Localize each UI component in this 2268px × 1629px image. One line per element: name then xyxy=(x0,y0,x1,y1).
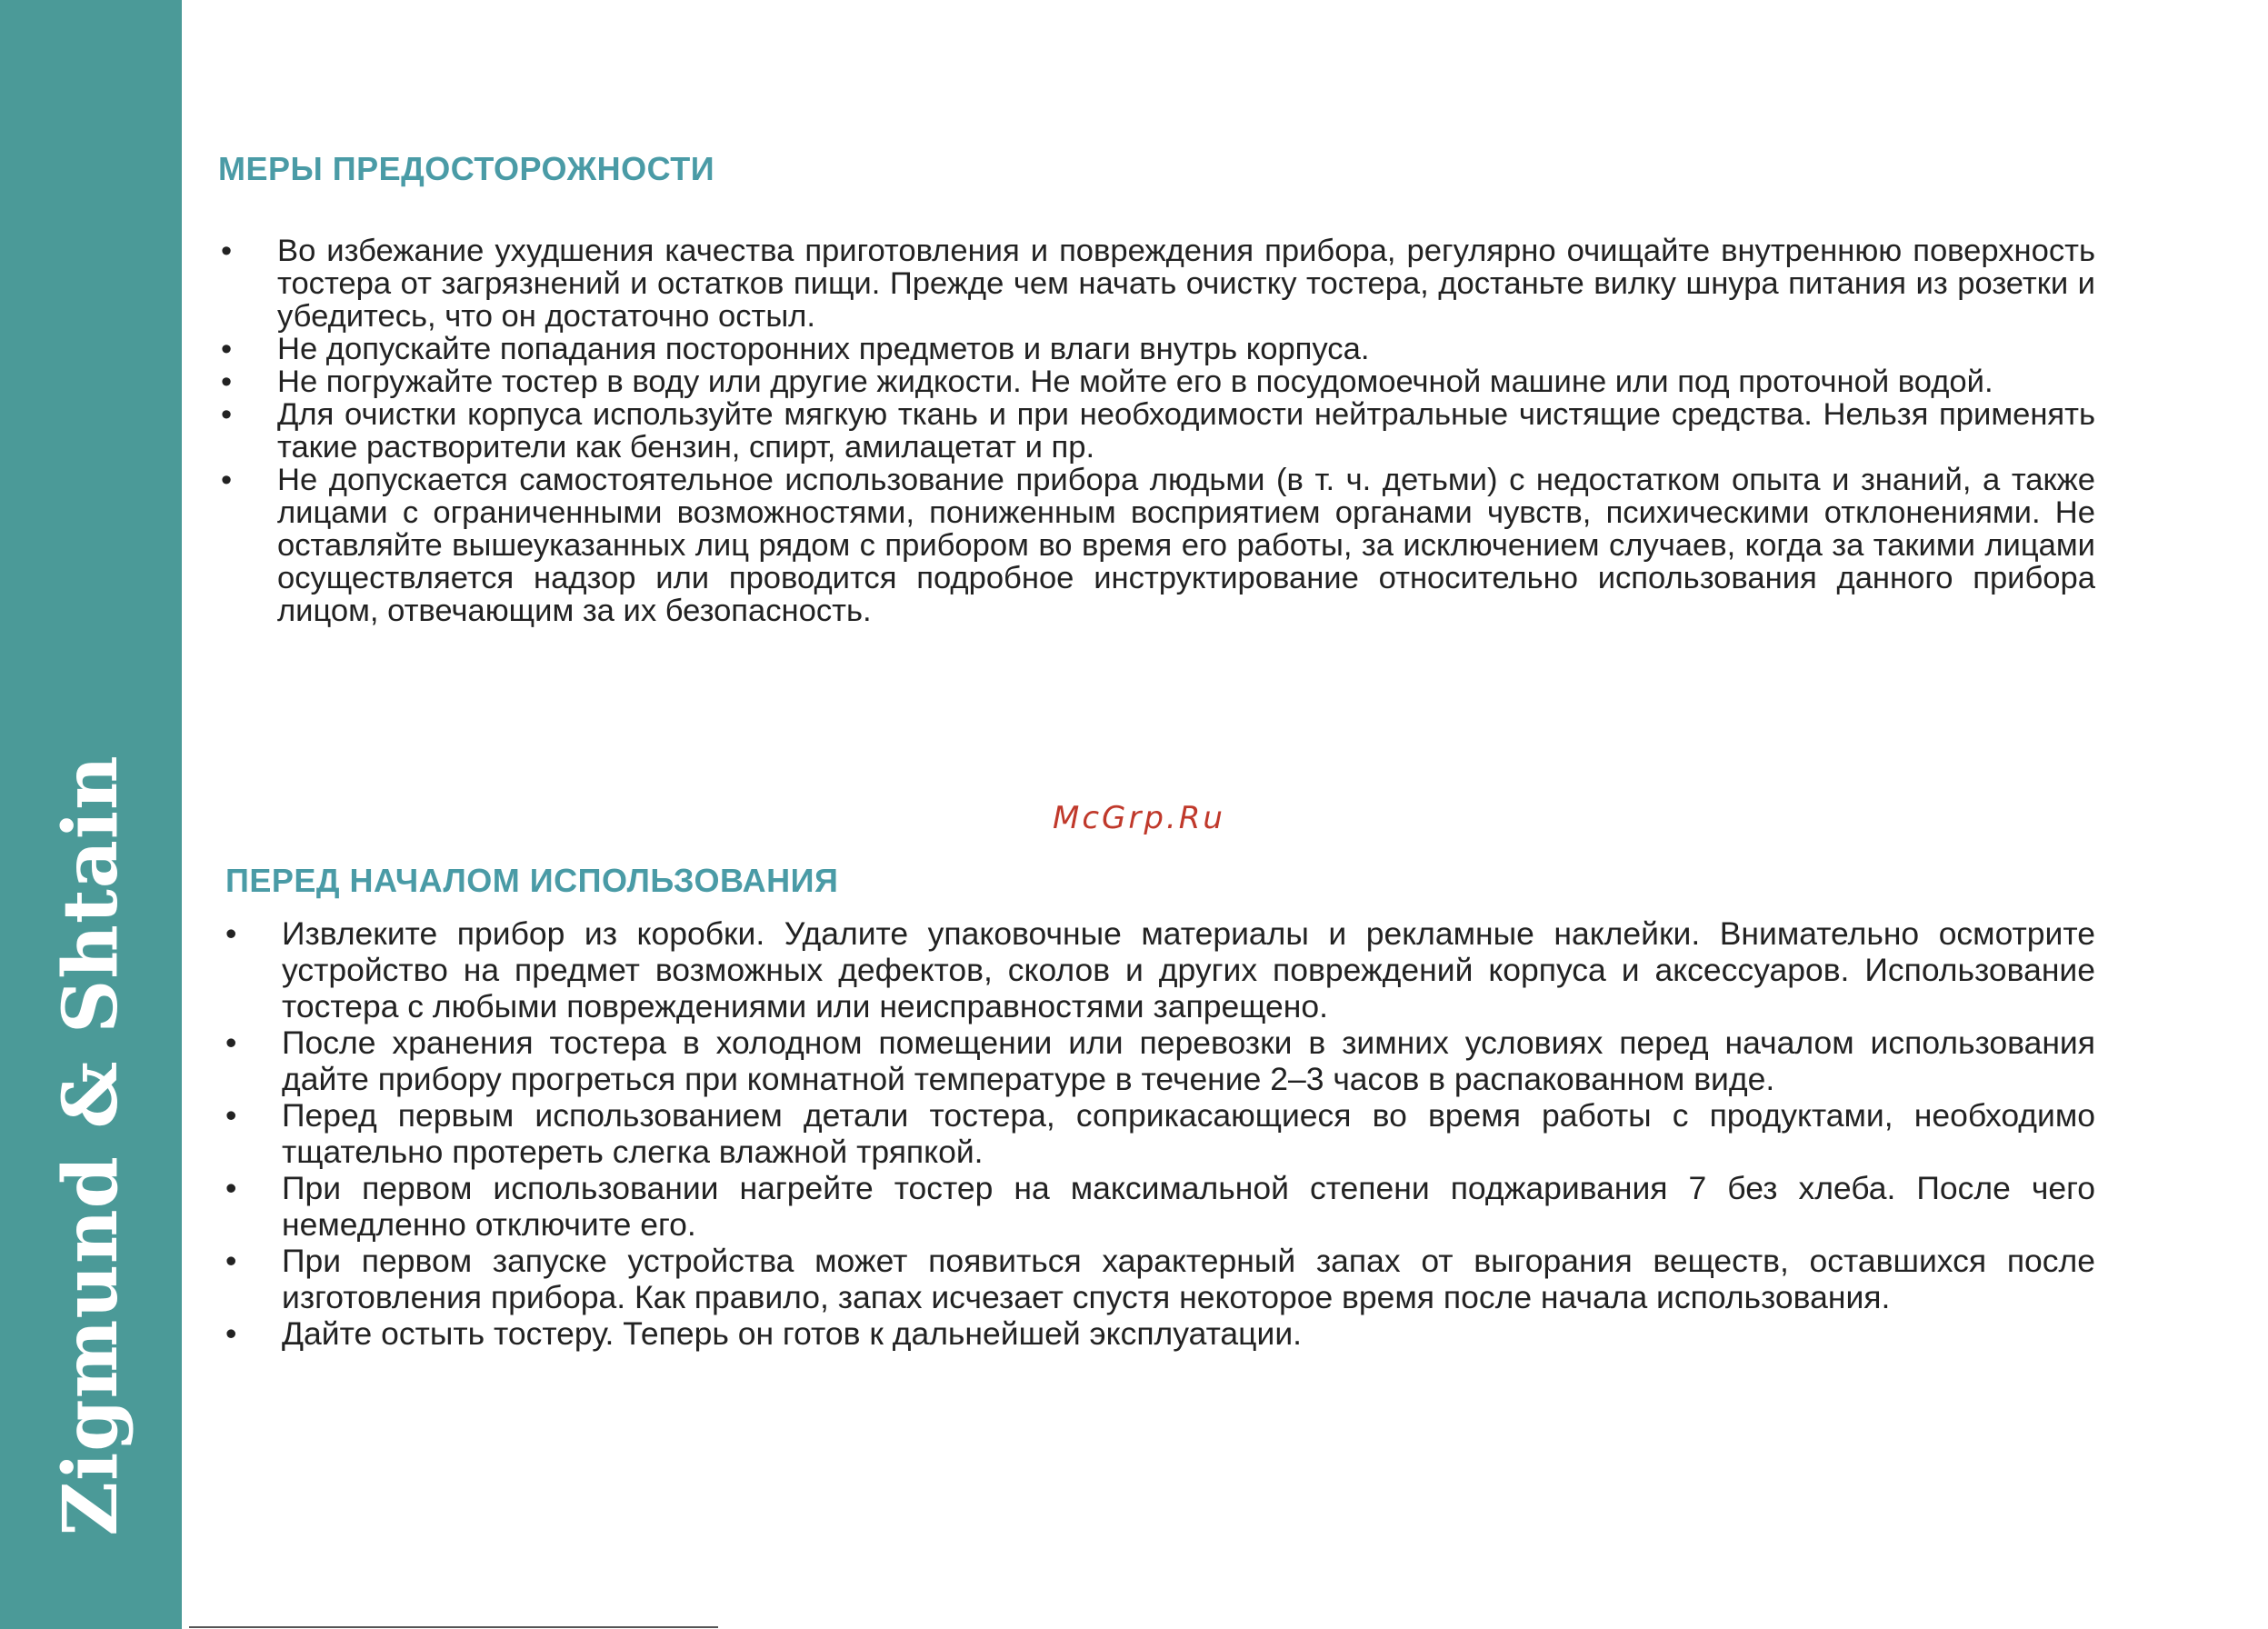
brand-logo: Zigmund & Shtain xyxy=(47,755,135,1536)
precautions-list xyxy=(221,235,2095,627)
section-title-precautions: МЕРЫ ПРЕДОСТОРОЖНОСТИ xyxy=(218,150,715,187)
list-item-text: Не допускайте попадания посторонних предметов и влаги внутрь корпуса. xyxy=(277,332,1370,366)
bullet-icon: • xyxy=(221,234,233,268)
list-item xyxy=(225,915,2095,1024)
before-use-list xyxy=(225,915,2095,1352)
list-item xyxy=(221,464,2095,627)
list-item-text: При первом использовании нагрейте тостер на максимальной степени поджаривания 7 без хлеба. После чего немедленно отключите его. xyxy=(282,1170,2095,1243)
list-item-text: Извлеките прибор из коробки. Удалите упаковочные материалы и рекламные наклейки. Внимательно осмотрите устройство на предмет возможных дефектов, сколов и других повреждений корпуса и аксессуаров. Использование тостера с любыми повреждениями или неисправностями запрещено. xyxy=(282,915,2095,1024)
bullet-icon: • xyxy=(225,915,237,952)
list-item xyxy=(221,235,2095,333)
bullet-icon: • xyxy=(225,1315,237,1352)
list-item xyxy=(221,365,2095,398)
brand-sidebar xyxy=(0,0,182,1629)
section-title-before-use: ПЕРЕД НАЧАЛОМ ИСПОЛЬЗОВАНИЯ xyxy=(225,862,839,899)
watermark: McGrp.Ru xyxy=(1053,800,1225,836)
bullet-icon: • xyxy=(221,332,233,366)
list-item xyxy=(225,1315,2095,1352)
list-item-text: После хранения тостера в холодном помещении или перевозки в зимних условиях перед началом использования дайте прибору прогреться при комнатной температуре в течение 2–3 часов в распакованном виде. xyxy=(282,1024,2095,1097)
list-item xyxy=(221,398,2095,464)
list-item xyxy=(225,1024,2095,1097)
list-item-text: Дайте остыть тостеру. Теперь он готов к дальнейшей эксплуатации. xyxy=(282,1315,1303,1352)
list-item-text: Перед первым использованием детали тостера, соприкасающиеся во время работы с продуктами, необходимо тщательно протереть слегка влажной тряпкой. xyxy=(282,1097,2095,1170)
bullet-icon: • xyxy=(221,397,233,432)
list-item-text: Для очистки корпуса используйте мягкую ткань и при необходимости нейтральные чистящие средства. Нельзя применять такие растворители как бензин, спирт, амилацетат и пр. xyxy=(277,397,2095,465)
bullet-icon: • xyxy=(221,365,233,399)
list-item xyxy=(225,1170,2095,1243)
list-item xyxy=(221,333,2095,365)
list-item-text: Не допускается самостоятельное использование прибора людьми (в т. ч. детьми) с недостатком опыта и знаний, а также лицами с ограниченными возможностями, пониженным восприятием органами чувств, психическими отклонениями. Не оставляйте вышеуказанных лиц рядом с прибором во время его работы, за исключением случаев, когда за такими лицами осуществляется надзор или проводится подробное инструктирование относительно использования данного прибора лицом, отвечающим за их безопасность. xyxy=(277,463,2095,628)
list-item-text: При первом запуске устройства может появиться характерный запах от выгорания веществ, оставшихся после изготовления прибора. Как правило, запах исчезает спустя некоторое время после начала использования. xyxy=(282,1243,2095,1315)
list-item-text: Не погружайте тостер в воду или другие жидкости. Не мойте его в посудомоечной машине или под проточной водой. xyxy=(277,365,1993,399)
bullet-icon: • xyxy=(225,1024,237,1061)
list-item xyxy=(225,1243,2095,1315)
list-item xyxy=(225,1097,2095,1170)
bullet-icon: • xyxy=(225,1097,237,1134)
footer-divider xyxy=(189,1626,718,1628)
bullet-icon: • xyxy=(225,1243,237,1279)
bullet-icon: • xyxy=(221,463,233,497)
list-item-text: Во избежание ухудшения качества приготовления и повреждения прибора, регулярно очищайте внутреннюю поверхность тостера от загрязнений и остатков пищи. Прежде чем начать очистку тостера, достаньте вилку шнура питания из розетки и убедитесь, что он достаточно остыл. xyxy=(277,234,2095,334)
bullet-icon: • xyxy=(225,1170,237,1206)
